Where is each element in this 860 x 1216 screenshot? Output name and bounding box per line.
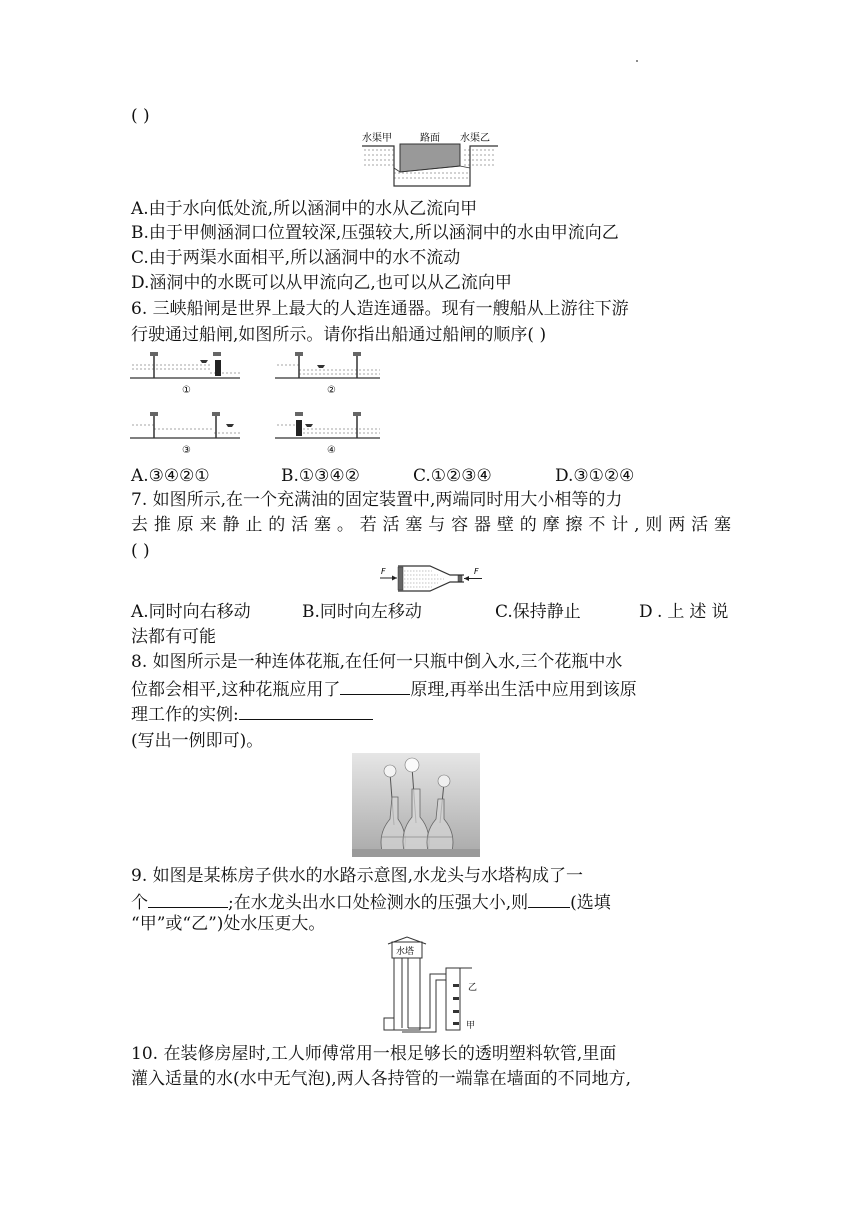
lock-panel-4 [275,412,380,456]
ship-lock-figure [130,348,380,464]
q6-option-b: B.①③④② [281,466,360,486]
q6-line-1: 6. 三峡船闸是世界上最大的人造连通器。现有一艘船从上游往下游 [131,299,629,319]
q5-answer-bracket: ( ) [131,106,150,126]
lock-panel-1 [130,352,240,396]
q7-line-3: ( ) [131,541,150,561]
q7-line-1: 7. 如图所示,在一个充满油的固定装置中,两端同时用大小相等的力 [131,490,623,510]
q6-option-a: A.③④②① [131,466,210,486]
water-tower-figure [380,936,490,1040]
lock-label-3: ③ [182,445,191,456]
q9-line-2-end: (选填 [570,893,611,913]
q5-option-d: D.涵洞中的水既可以从甲流向乙,也可以从乙流向甲 [131,273,512,293]
force-label-right: F [474,567,479,576]
q9-blank-location[interactable] [528,889,570,908]
q7-option-b: B.同时向左移动 [302,602,422,622]
q9-line-2-mid: ;在水龙头出水口处检测水的压强大小,则 [228,893,529,913]
lock-label-2: ② [327,385,336,396]
q9-line-1: 9. 如图是某栋房子供水的水路示意图,水龙头与水塔构成了一 [131,866,584,886]
lock-panel-3 [130,412,240,456]
lock-panel-2 [275,352,380,396]
q8-line-2-end: 原理,再举出生活中应用到该原 [410,680,637,700]
canal-culvert-figure [360,128,500,196]
q6-line-2: 行驶通过船闸,如图所示。请你指出船通过船闸的顺序( ) [131,325,547,345]
scan-dot [636,60,638,62]
q7-option-d: D.上述说 [639,602,734,622]
q6-option-d: D.③①②④ [555,466,635,486]
q8-line-1: 8. 如图所示是一种连体花瓶,在任何一只瓶中倒入水,三个花瓶中水 [131,652,623,672]
q10-line-1: 10. 在装修房屋时,工人师傅常用一根足够长的透明塑料软管,里面 [131,1044,617,1064]
q9-line-2-start: 个 [131,893,148,913]
q5-option-c: C.由于两渠水面相平,所以涵洞中的水不流动 [131,248,461,268]
q8-line-3 [131,701,731,727]
q6-option-c: C.①②③④ [413,466,492,486]
q8-line-3-text: 理工作的实例: [131,705,239,725]
q8-line-2-start: 位都会相平,这种花瓶应用了 [131,680,341,700]
connected-vase-photo [352,753,480,861]
tower-label: 水塔 [396,947,415,957]
q8-line-2 [131,676,731,702]
piston-figure [378,563,488,597]
q8-line-4: (写出一例即可)。 [131,731,264,751]
q7-line-5: 法都有可能 [131,627,216,647]
q10-line-2: 灌入适量的水(水中无气泡),两人各持管的一端靠在墙面的不同地方, [131,1069,632,1089]
force-label-left: F [381,567,386,576]
q9-line-3: “甲”或“乙”)处水压更大。 [131,914,326,934]
q5-option-b: B.由于甲侧涵洞口位置较深,压强较大,所以涵洞中的水由甲流向乙 [131,223,619,243]
lock-label-1: ① [182,385,191,396]
q7-option-a: A.同时向右移动 [131,602,251,622]
q7-line-2: 去推原来静止的活塞。若活塞与容器壁的摩擦不计,则两活塞 [131,515,731,535]
q8-blank-principle[interactable] [340,676,410,695]
q7-option-c: C.保持静止 [495,602,581,622]
q5-option-a: A.由于水向低处流,所以涵洞中的水从乙流向甲 [131,199,478,219]
canal-left-label: 水渠甲 [362,133,392,144]
tap-upper-label: 乙 [468,983,478,993]
lock-label-4: ④ [327,445,336,456]
q8-blank-example[interactable] [239,701,373,720]
canal-right-label: 水渠乙 [460,133,490,144]
tap-lower-label: 甲 [466,1021,476,1031]
q9-blank-device[interactable] [148,889,228,908]
road-label: 路面 [420,133,440,144]
